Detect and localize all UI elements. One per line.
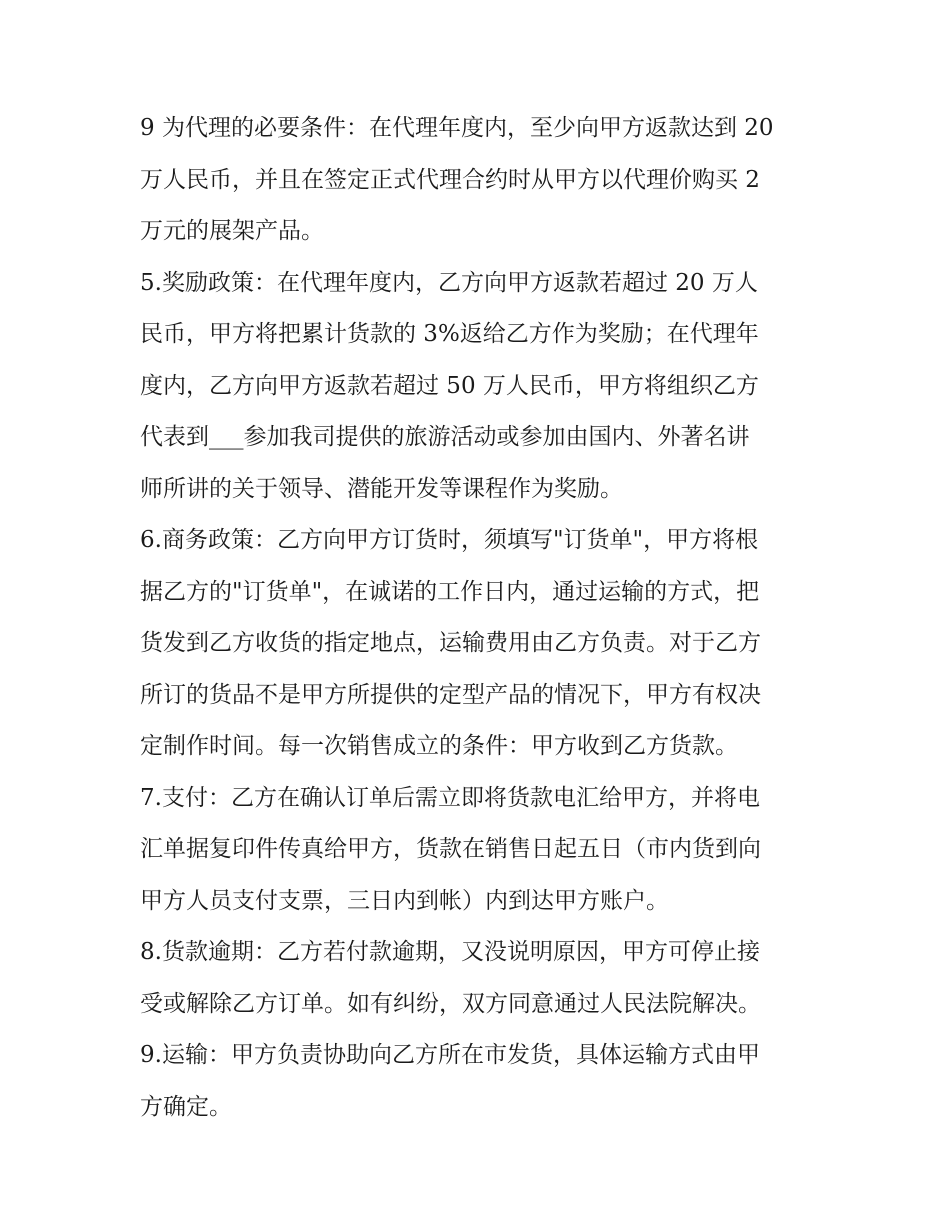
- text-line: 据乙方的"订货单"，在诚诺的工作日内，通过运输的方式，把: [140, 578, 760, 605]
- text-line: 万元的展架产品。: [140, 218, 324, 244]
- text-line: 8.货款逾期：乙方若付款逾期，又没说明原因，甲方可停止接: [140, 939, 760, 965]
- text-line: 师所讲的关于领导、潜能开发等课程作为奖励。: [140, 475, 623, 502]
- text-line: 民币，甲方将把累计货款的 3%返给乙方作为奖励；在代理年: [140, 321, 759, 347]
- text-line: 7.支付：乙方在确认订单后需立即将货款电汇给甲方，并将电: [140, 784, 760, 811]
- text-line: 代表到___参加我司提供的旅游活动或参加由国内、外著名讲: [140, 424, 750, 450]
- text-line: 所订的货品不是甲方所提供的定型产品的情况下，甲方有权决: [140, 681, 761, 708]
- text-line: 汇单据复印件传真给甲方，货款在销售日起五日（市内货到向: [140, 836, 761, 862]
- text-line: 受或解除乙方订单。如有纠纷，双方同意通过人民法院解决。: [140, 990, 761, 1017]
- text-line: 方确定。: [140, 1093, 232, 1120]
- text-line: 5.奖励政策：在代理年度内，乙方向甲方返款若超过 20 万人: [140, 269, 758, 296]
- text-line: 万人民币，并且在签定正式代理合约时从甲方以代理价购买 2: [140, 166, 760, 193]
- text-line: 定制作时间。每一次销售成立的条件：甲方收到乙方货款。: [140, 733, 738, 759]
- text-line: 6.商务政策：乙方向甲方订货时，须填写"订货单"，甲方将根: [140, 527, 759, 553]
- text-line: 甲方人员支付支票，三日内到帐）内到达甲方账户。: [140, 887, 669, 914]
- text-line: 9 为代理的必要条件：在代理年度内，至少向甲方返款达到 20: [140, 115, 774, 141]
- text-line: 度内，乙方向甲方返款若超过 50 万人民币，甲方将组织乙方: [140, 372, 759, 399]
- document-body: [140, 103, 820, 1133]
- text-line: 9.运输：甲方负责协助向乙方所在市发货，具体运输方式由甲: [140, 1042, 760, 1068]
- text-line: 货发到乙方收货的指定地点，运输费用由乙方负责。对于乙方: [140, 630, 761, 656]
